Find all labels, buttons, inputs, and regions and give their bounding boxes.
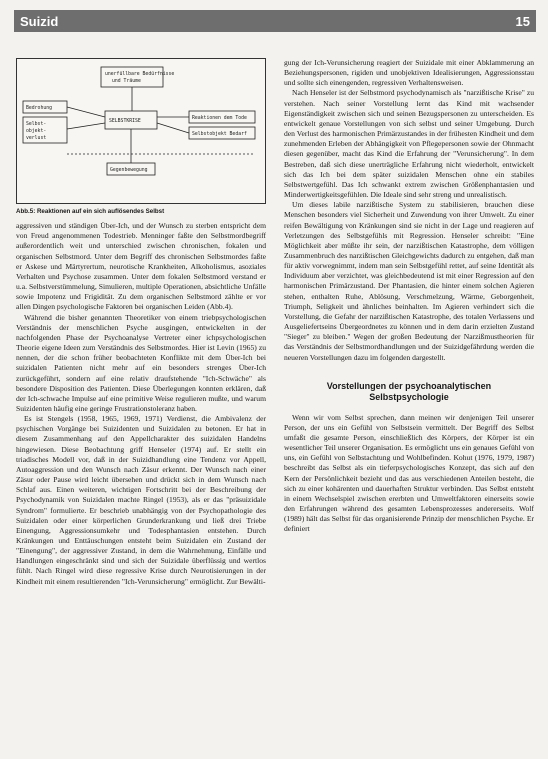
left-column [16,58,266,753]
box-right2-label: Selbstobjekt Bedarf [192,132,247,137]
box-right1-label: Reaktionen dem Tode [192,116,247,121]
page-number: 15 [515,13,530,29]
subheading-line2: Selbstpsychologie [369,391,449,402]
box-left2-line3: verlust [26,136,47,141]
right-paragraph-1: gung der Ich-Verunsicherung reagiert der Suizidale mit einer Abklammerung an Beziehungspersonen, rigiden und unobjektiven Idealisierungen, Aggressionsstau und sollte sich einengenden, regressiven Verhaltensweisen. [284,58,534,88]
subheading [284,381,534,403]
section-title: Suizid [20,13,59,29]
box-left2-line2: objekt- [26,129,47,134]
figure-diagram [16,58,266,204]
subheading-line1: Vorstellungen der psychoanalytischen [326,380,492,391]
box-left1-label: Bedrohung [26,106,52,111]
box-top-line1: unerfüllbare Bedürfnisse [105,72,175,77]
right-paragraph-3: Um dieses labile narzißtische System zu stabilisieren, brauchen diese Menschen besonders viel Sicherheit und Zuwendung von ihrer Umwelt. Zu einer reifen Bewältigung von Kränkungen sind sie nicht in der Lage und reagieren auf Verletzungen des Selbstgefühls mit Regression. Henseler schreibt: "Eine Möglichkeit aber müßte ihr sein, der narzißtischen Katastrophe, dem völligen Zusammenbruch des narzißtischen Gleichgewichts dadurch zu entgehen, daß man für aktiv vorwegnimmt, indem man sein Selbstgefühl rettet, auf seine Identität als Individuum aber verzichtet, was gleichbedeutend ist mit einer Regression auf den harmonischen Primärzustand. Der Phantasien, die hinter einem solchen Agieren stehen, enthalten Ruhe, Ablösung, Verschmelzung, Wärme, Geborgenheit, Triumph, Seligkeit und ähnliches beinhalten. Im Agieren verhindert sich die Vorstellung, die Gefahr der narzißtischen Katastrophe, des totalen Verlassens und Ausgeliefertseins Übergeordnetes zu können und in dem darin erzielten Zustand "Sieger" zu bleiben." Wegen der großen Bedeutung der Narzißmustheorien für das Verständnis der Selbstmordhandlungen und der Suizidgefährdung werden die neueren Vorstellungen dazu im folgenden dargestellt. [284,200,534,362]
left-paragraph-1: aggressiven und ständigen Über-Ich, und der Wunsch zu sterben entspricht dem von Freud angenommenen Todestrieb. Menninger faßte den Selbstmordbegriff außerordentlich weit und unterschied zwischen chronischen, fokalen und organischen Selbstmord. Unter dem Begriff des chronischen Selbstmordes faßte er Askese und Märtyrertum, neurotische Krankheiten, Alkoholismus, asoziales Verhalten und Psychose zusammen. Unter dem fokalen Selbstmord verstand er u.a. Selbstverstümmelung, Simulieren, multiple Operationen, absichtliche Unfälle sowie Impotenz und Frigidität. Zu dem organischen Selbstmord zählte er vor allen Dingen psychologische Faktoren bei organischen Leiden (Abb.4). [16,221,266,312]
left-paragraph-2: Während die bisher genannten Theoretiker von einem triebpsychologischen Verständnis der menschlichen Psyche ausgingen, entwickelten in der nachfolgenden Phase der Psychoanalyse Vertreter einer ichpsychologischen Theorie eigene Ideen zum Verständnis des Selbstmordes. Hier ist Levin (1965) zu nennen, der die schon früher beobachteten Konflikte mit dem Über-Ich bei suizidalen Patienten nicht mehr auf ein besonders strenges Über-Ich zurückgeführt, sondern auf eine relativ draufstehende "Ich-Schwäche" als besondere Disposition des Patienten. Diese Überlegungen konnten erklären, daß der Ich-schwache Impulse auf eine primitive Weise regulieren mußte, und warum Suizidenten häufig eine geringe Frustrationstoleranz haben. [16,312,266,413]
left-paragraph-3: Es ist Stengels (1958, 1965, 1969, 1971) Verdienst, die Ambivalenz der psychischen Vorgänge bei Suizidenten und Suizidalen zu betonen. Er hat in diesem Zusammenhang auf den Appellcharakter des suizidalen Handelns hingewiesen. Diese Beobachtung griff Henseler (1974) auf. Er stellt ein triadisches Modell vor, daß in der Suizidhandlung eine Tendenz vor Appell, Autoaggression und den Wunsch nach Zäsur erkennt. Der Wunsch nach einer Zäsur oder Pause wird leicht übersehen und drückt sich in dem Wunsch nach Schlaf aus. Einen weiteren, wichtigen Fortschritt bei der Beschreibung der Psychodynamik von Suizidalen machte Ringel (1953), als er das "präsuizidale Syndrom" formulierte. Er beschrieb unabhängig von der Psychopathologie des Suizidalen oder einer körperlichen Grunderkrankung und ließ drei Triebe Einengung, Aggressionsumkehr und Todesphantasien entstehen. Durch Kränkungen und Enttäuschungen entsteht beim Suizidalen ein Zustand der "Einengung", der aggressiver Zustand, in dem die Wahrnehmung, Einfälle und Handlungen eingeschränkt sind und sich der Suizidale überflüssig und wertlos fühlt. Nach Ringel wird diese regressive Krise durch Neurotisierungen in der Kindheit mit einem resultierenden "Ich-Verunsicherung" ermöglicht. Zur Bewälti- [16,414,266,586]
diagram-svg [17,59,266,205]
box-center-label: SELBSTKRISE [109,119,141,124]
right-paragraph-4: Wenn wir vom Selbst sprechen, dann meinen wir denjenigen Teil unserer Person, der uns ein Gefühl von Selbstsein vermittelt. Der Begriff des Selbst umfaßt die gesamte Person, einschließlich des Körpers, der Körper ist ein wesentlicher Teil unserer Organisation. Es ermöglicht uns ein genaues Gefühl von uns, ein Gefühl von Selbstachtung und Wohlbefinden. Kohut (1976, 1979, 1987) beschreibt das Selbst als ein tieferpsychologisches Konzept, das sich auf den Kern der Persönlichkeit bezieht und das aus verschiedenen Anteilen besteht, die sich zu einer kohärenten und dauerhaften Struktur verbinden. Das Selbst entsteht in einem Wechselspiel zwischen ererbten und Umweltfaktoren einerseits sowie den Erfahrungen während des gesamten Lebensprozesses andererseits. Wolf (1989) hält das Selbst für das organisierende Prinzip der menschlichen Psyche. Er definiert [284,412,534,534]
box-top-line2: und Träume [112,79,141,84]
right-column [284,58,534,753]
box-bottom-label: Gegenbewegung [110,168,148,173]
figure-caption: Abb.5: Reaktionen auf ein sich auflösendes Selbst [16,208,165,215]
box-top [101,67,163,87]
page-header [14,10,536,32]
right-paragraph-2: Nach Henseler ist der Selbstmord psychodynamisch als "narzißtische Krise" zu verstehen. Nach seiner Vorstellung lernt das Kind mit wachsender Eigenständigkeit zwischen sich und seinen Bezugspersonen zu unterscheiden. Es entwickelt genaue Vorstellungen von sich selbst und seiner Umgebung. Durch den Verlust des harmonischen Primärzustandes in der frühesten Kindheit und dem zunehmenden Erleben der Abhängigkeit von Pflegepersonen sowie der Ohnmacht diesen gegenüber, macht das Kind die Erfahrung der "Verunsicherung". In dem Bestreben, daß sich diese unerträgliche Erfahrung nicht wiederholt, entwickelt sich das Ich bei dem später suizidalen Menschen ohne ein stabiles Selbstwertgefühl. Das Ich schwankt extrem zwischen Größenphantasien und Minderwertigkeitsgefühlen. Die Ideale sind sehr streng und unrealistisch. [284,88,534,200]
box-left2-line1: Selbst- [26,122,47,127]
